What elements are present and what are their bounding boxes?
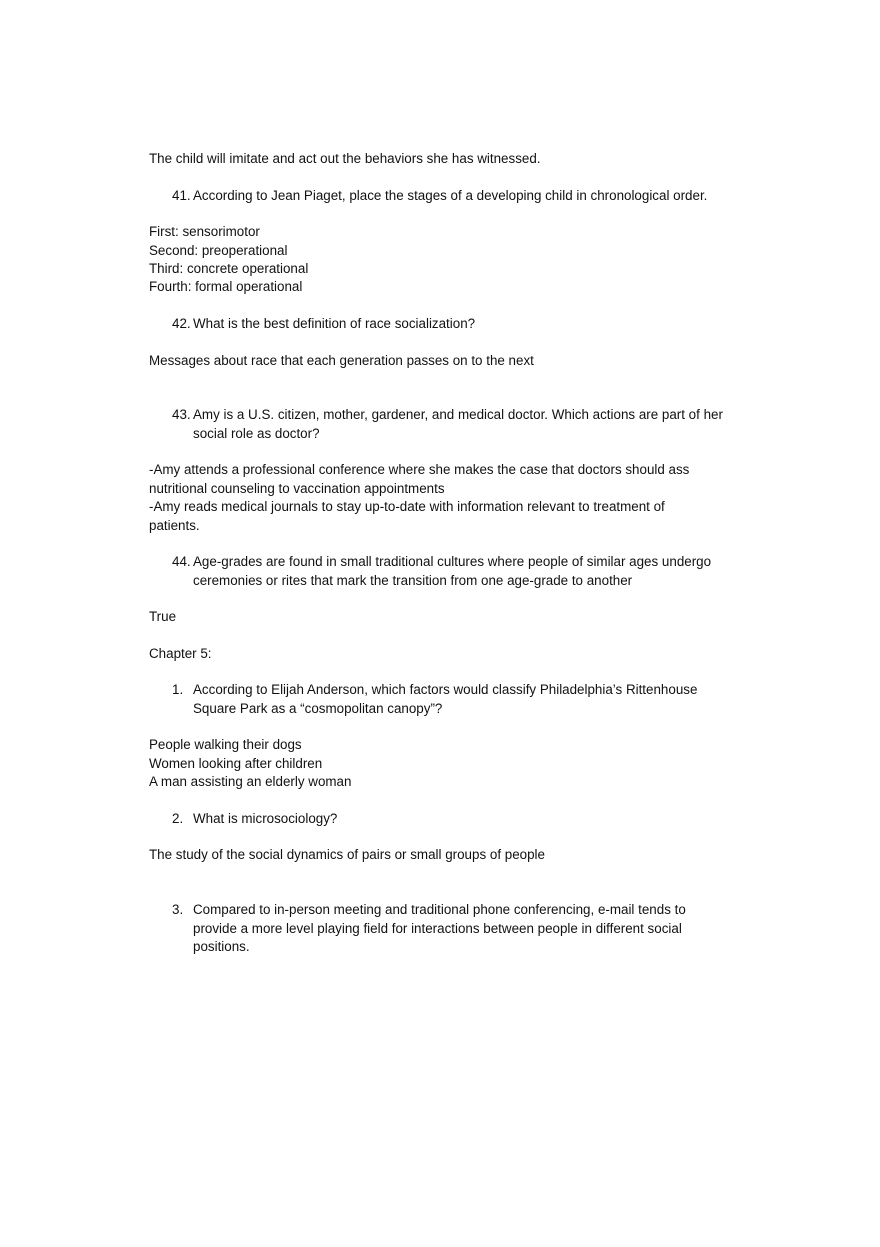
answer-line: First: sensorimotor (149, 224, 260, 240)
answer-line: nutritional counseling to vaccination appointments (149, 480, 445, 496)
answer-line: Second: preoperational (149, 242, 288, 258)
question-text: Age-grades are found in small traditional cultures where people of similar ages undergo ceremonies or rites that mark the transition from one age-grade to another (193, 554, 712, 588)
question-number: 2. (172, 810, 184, 826)
question-number: 3. (172, 902, 184, 918)
answer-line: patients. (149, 517, 200, 533)
question-42 (149, 315, 749, 333)
question-text: According to Elijah Anderson, which factors would classify Philadelphia’s Rittenhouse Square Park as a “cosmopolitan canopy”? (193, 682, 698, 716)
question-text: What is the best definition of race socialization? (193, 316, 476, 331)
answer-line: The study of the social dynamics of pairs or small groups of people (149, 847, 545, 863)
question-text: Compared to in-person meeting and traditional phone conferencing, e-mail tends to provide a more level playing field for interactions between people in different social positions. (193, 902, 686, 954)
answer-line: Fourth: formal operational (149, 279, 303, 295)
answer-line: True (149, 609, 177, 625)
answer-line: Women looking after children (149, 755, 323, 771)
document-body (149, 150, 749, 956)
question-text: Amy is a U.S. citizen, mother, gardener, and medical doctor. Which actions are part of her social role as doctor? (193, 407, 723, 441)
question-number: 1. (172, 682, 184, 698)
question-43 (149, 406, 749, 443)
question-41 (149, 187, 749, 205)
answer-line: -Amy reads medical journals to stay up-to-date with information relevant to treatment of (149, 499, 665, 515)
question-number: 41. (172, 187, 191, 203)
question-c5-1 (149, 681, 749, 718)
question-44 (149, 553, 749, 590)
answer-line: A man assisting an elderly woman (149, 774, 352, 790)
question-number: 44. (172, 554, 191, 570)
answer-line: People walking their dogs (149, 737, 302, 753)
question-c5-2 (149, 810, 749, 828)
question-c5-3 (149, 901, 749, 956)
answer-line: Messages about race that each generation passes on to the next (149, 352, 534, 368)
question-text: What is microsociology? (193, 810, 338, 826)
chapter-heading: Chapter 5: (149, 645, 212, 661)
answer-line: Third: concrete operational (149, 261, 309, 276)
question-number: 42. (172, 316, 191, 331)
question-number: 43. (172, 407, 191, 423)
question-text: According to Jean Piaget, place the stages of a developing child in chronological order. (193, 187, 708, 203)
intro-answer: The child will imitate and act out the behaviors she has witnessed. (149, 151, 541, 166)
answer-line: -Amy attends a professional conference where she makes the case that doctors should ass (149, 462, 690, 478)
